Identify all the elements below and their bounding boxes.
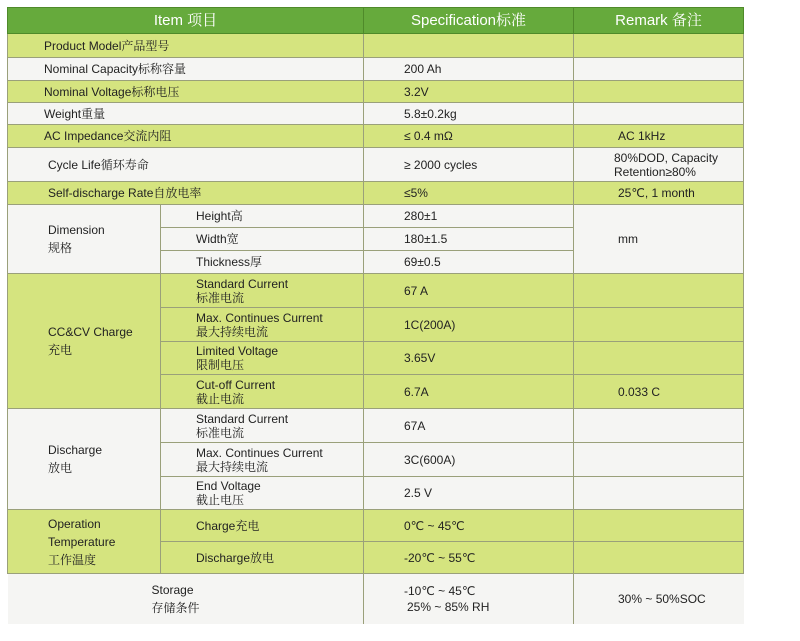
storage-label-en: Storage	[151, 582, 194, 597]
group-label-discharge	[8, 409, 161, 510]
group-label-en: Discharge	[48, 443, 103, 457]
table-row	[8, 510, 744, 542]
item-cell: AC Impedance交流内阻	[8, 125, 364, 148]
sub-item-cell: Thickness厚	[161, 251, 364, 274]
item-cell: Product Model产品型号	[8, 34, 364, 58]
header-item: Item 项目	[8, 8, 364, 34]
spec-cell: 3.65V	[364, 342, 574, 375]
spec-cell: 5.8±0.2kg	[364, 103, 574, 125]
table-row	[8, 574, 744, 624]
remark-cell	[574, 58, 744, 81]
sub-item-cell: Height高	[161, 205, 364, 228]
table-row	[8, 205, 744, 228]
spec-cell: ≥ 2000 cycles	[364, 148, 574, 182]
sub-item-cn: 标准电流	[196, 290, 245, 305]
spec-cell: 3C(600A)	[364, 443, 574, 477]
spec-line: 25% ~ 85% RH	[407, 599, 490, 614]
table-row	[8, 125, 744, 148]
remark-cell	[574, 81, 744, 103]
remark-cell: mm	[574, 205, 744, 274]
remark-cell: AC 1kHz	[574, 125, 744, 148]
remark-cell	[574, 409, 744, 443]
remark-cell	[574, 477, 744, 510]
remark-cell	[574, 443, 744, 477]
sub-item-cn: 截止电压	[196, 493, 245, 507]
sub-item-cell	[161, 375, 364, 409]
remark-cell	[574, 103, 744, 125]
spec-cell: 280±1	[364, 205, 574, 228]
sub-item-cell	[161, 342, 364, 375]
remark-line: 80%DOD, Capacity	[614, 150, 719, 165]
remark-cell: 25℃, 1 month	[574, 182, 744, 205]
sub-item-cell	[161, 274, 364, 308]
sub-item-cell	[161, 477, 364, 510]
spec-cell: 69±0.5	[364, 251, 574, 274]
spec-cell: 1C(200A)	[364, 308, 574, 342]
sub-item-cell: Width宽	[161, 228, 364, 251]
table-row	[8, 274, 744, 308]
spec-cell: 67 A	[364, 274, 574, 308]
sub-item-en: Limited Voltage	[196, 344, 279, 358]
spec-cell: -20℃ ~ 55℃	[364, 542, 574, 574]
remark-cell	[574, 34, 744, 58]
item-cell: Nominal Capacity标称容量	[8, 58, 364, 81]
spec-cell: 2.5 V	[364, 477, 574, 510]
sub-item-cell	[161, 308, 364, 342]
spec-cell: 0℃ ~ 45℃	[364, 510, 574, 542]
header-row	[8, 8, 744, 34]
spec-cell	[364, 34, 574, 58]
table-row	[8, 58, 744, 81]
group-label-dimension	[8, 205, 161, 274]
spec-cell: 6.7A	[364, 375, 574, 409]
sub-item-cell: Charge充电	[161, 510, 364, 542]
group-label-en: CC&CV Charge	[48, 325, 133, 339]
spec-cell: 180±1.5	[364, 228, 574, 251]
group-label-line: Operation	[48, 516, 101, 531]
remark-line: Retention≥80%	[614, 164, 696, 179]
group-label-line: 工作温度	[48, 552, 97, 567]
remark-cell	[574, 308, 744, 342]
table-row	[8, 34, 744, 58]
remark-cell	[574, 148, 744, 182]
table-row	[8, 148, 744, 182]
spec-cell: ≤5%	[364, 182, 574, 205]
group-label-en: Dimension	[48, 223, 105, 237]
spec-cell: 3.2V	[364, 81, 574, 103]
storage-label-cn: 存储条件	[151, 600, 200, 615]
sub-item-en: Max. Continues Current	[196, 310, 323, 325]
remark-cell	[574, 542, 744, 574]
sub-item-en: Standard Current	[196, 276, 289, 291]
sub-item-cn: 标准电流	[196, 425, 245, 440]
sub-item-cell: Discharge放电	[161, 542, 364, 574]
remark-cell	[574, 510, 744, 542]
item-cell: Cycle Life循环寿命	[8, 148, 364, 182]
remark-cell: 0.033 C	[574, 375, 744, 409]
group-label-operation-temperature	[8, 510, 161, 574]
header-remark: Remark 备注	[574, 8, 744, 34]
sub-item-cell	[161, 409, 364, 443]
sub-item-en: Cut-off Current	[196, 377, 276, 392]
group-label-cn: 放电	[48, 461, 73, 475]
storage-label	[8, 574, 364, 624]
sub-item-cn: 限制电压	[196, 358, 245, 372]
sub-item-cn: 最大持续电流	[196, 324, 269, 339]
table-row	[8, 182, 744, 205]
spec-table	[7, 7, 744, 624]
spec-cell: 67A	[364, 409, 574, 443]
sub-item-cell	[161, 443, 364, 477]
group-label-cn: 充电	[48, 343, 73, 357]
spec-cell: ≤ 0.4 mΩ	[364, 125, 574, 148]
group-label-line: Temperature	[48, 534, 116, 549]
sub-item-en: End Voltage	[196, 479, 261, 493]
group-label-charge	[8, 274, 161, 409]
sub-item-cn: 最大持续电流	[196, 459, 269, 474]
sub-item-cn: 截止电流	[196, 391, 245, 406]
spec-cell	[364, 574, 574, 624]
sub-item-en: Max. Continues Current	[196, 445, 323, 460]
header-spec: Specification标准	[364, 8, 574, 34]
table-row	[8, 103, 744, 125]
remark-cell	[574, 342, 744, 375]
group-label-cn: 规格	[48, 241, 73, 255]
item-cell: Self-discharge Rate自放电率	[8, 182, 364, 205]
item-cell: Nominal Voltage标称电压	[8, 81, 364, 103]
remark-cell	[574, 274, 744, 308]
sub-item-en: Standard Current	[196, 411, 289, 426]
spec-line: -10℃ ~ 45℃	[404, 583, 476, 598]
table-row	[8, 81, 744, 103]
spec-cell: 200 Ah	[364, 58, 574, 81]
item-cell: Weight重量	[8, 103, 364, 125]
remark-cell: 30% ~ 50%SOC	[574, 574, 744, 624]
table-row	[8, 409, 744, 443]
